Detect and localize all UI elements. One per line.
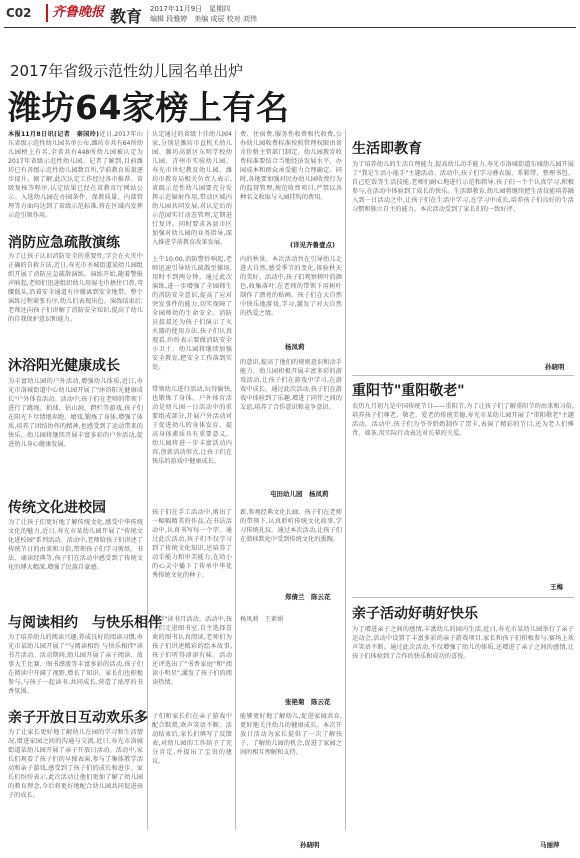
lead-text: 近日,2017年山东省级示范性幼儿园名单公布,潍坊市共有64所幼儿园榜上有名,全省共有448所幼儿园被认定为2017年省级示范性幼儿园。记者了解到,目前潍坊已有各级示范性幼儿园数百所,学前教育质量逐步提升。据了解,此次认定工作经过各市推荐、省级复核等程序,认定结果已经在省教育厅网站公示。入选幼儿园在办园条件、保教质量、内部管理等方面均达到了省级示范标准,将在区域内发挥示范引领作用。 bbox=[8, 131, 143, 219]
newspaper-logo: 齐鲁晚报 bbox=[46, 4, 106, 22]
column-divider bbox=[345, 130, 346, 830]
fees-article bbox=[240, 130, 342, 240]
autumn-byline: 杨凤莉 bbox=[285, 343, 305, 351]
open-day-feedback-text: 能够更好地了解幼儿,促进家园共育,更好地关注幼儿的健康成长。本次开放日活动为家长提供了一次了解孩子、了解幼儿园的机会,促进了家园之间的相互理解和支持。 bbox=[240, 713, 342, 756]
fire-byline-area-text: 杨凤莉 王素娟 bbox=[240, 616, 284, 623]
culture-visit-article bbox=[240, 508, 342, 590]
sunshine-continued-text: 带领幼儿进行活动,玩得愉快,也锻炼了身体。户外体育活动是幼儿园一日活动中的重要组成部分,开展户外活动对于促进幼儿的身体发育、提高身体素质具有重要意义。幼儿园将进一步丰富活动内容,创新活动形式,让孩子们在快乐的游戏中健康成长。 bbox=[152, 386, 232, 465]
double-ninth-byline: 王梅 bbox=[550, 583, 563, 591]
sunshine-article bbox=[8, 377, 143, 492]
open-day-continued-text: 子们和家长们在亲子游戏中配合默契,欢声笑语不断。活动结束后,家长们填写了反馈表,对幼儿园的工作给予了充分肯定,并提出了宝贵的建议。 bbox=[152, 713, 232, 765]
lead-dateline: 本报11月8日讯(记者 秦国玲) bbox=[8, 131, 99, 138]
culture-article bbox=[8, 518, 143, 610]
fees-note: (详见齐鲁壹点) bbox=[290, 241, 335, 249]
section-title-open-day: 亲子开放日互动欢乐多 bbox=[8, 710, 148, 726]
games-article bbox=[240, 358, 342, 483]
headline-title: 潍坊64家榜上有名 bbox=[8, 88, 290, 127]
masthead-rule bbox=[4, 27, 576, 28]
section-name: 教育 bbox=[110, 7, 143, 26]
reading-continued bbox=[152, 615, 232, 705]
open-day-continued bbox=[152, 712, 232, 852]
reading-byline: 张艳菊 陈云花 bbox=[285, 698, 331, 706]
open-day-feedback bbox=[240, 712, 342, 837]
games-text: 的意识,提高了他们的规则意识和动手能力。幼儿园积极开展丰富多彩的游戏活动,让孩子们在游戏中学习,在游戏中成长。通过此次活动,孩子们在游戏中体验到了乐趣,增进了同伴之间的友谊,培养了合作意识和竞争意识。 bbox=[240, 359, 342, 411]
section-divider bbox=[352, 375, 574, 376]
culture-continued-text: 孩子们在手工活动中,剪出了一幅幅精美的作品,在书法活动中,认真书写每一个字。通过此次活动,孩子们不仅学习到了传统文化知识,还培养了动手能力和审美能力,在幼小的心灵中播下了传承中华优秀传统文化的种子。 bbox=[152, 509, 232, 579]
culture-visit-text: 新,参观经典文化长廊。孩子们在老师的带领下,认真聆听传统文化故事,学习传统礼仪。通过本次活动,让孩子们在潜移默化中受到传统文化的熏陶。 bbox=[240, 509, 342, 543]
section-title-double-ninth: 重阳节"重阳敬老" bbox=[352, 383, 465, 399]
section-title-parent-child: 亲子活动好萌好快乐 bbox=[352, 606, 478, 622]
section-title-fire-drill: 消防应急疏散演练 bbox=[8, 235, 120, 251]
reading-article bbox=[8, 633, 143, 705]
section-title-culture: 传统文化进校园 bbox=[8, 500, 106, 516]
sunshine-text: 为丰富幼儿园的户外活动,增强幼儿体质,近日,寿光市洛城街道中心幼儿园开展了"沐浴阳光健康成长"户外体育活动。活动中,孩子们在老师的带领下进行了跳绳、拍球、钻山洞、跨栏等游戏,孩子们在阳光下尽情地奔跑、嬉戏,锻炼了身体,增强了体质,培养了团结协作的精神,也感受到了运动带来的快乐。幼儿园将继续开展丰富多彩的户外活动,促进幼儿身心健康发展。 bbox=[8, 378, 143, 448]
open-day-byline: 孙晓明 bbox=[300, 841, 320, 849]
life-education-text: 为了培养幼儿的生活自理能力,提高幼儿动手能力,寿光市洛城街道东城幼儿园开展了"我是生活小能手"主题活动。活动中,孩子们学习叠衣服、系鞋带、整理书包、自己吃饭等生活技能,老师们耐心地进行示范和指导,孩子们一个个认真学习,积极参与,在活动中体验到了成长的快乐。生活即教育,幼儿园将继续把生活技能培养融入到一日活动之中,让孩子们在生活中学习,在学习中成长,培养孩子们良好的生活习惯和独立自主的能力。本次活动受到了家长们的一致好评。 bbox=[352, 161, 574, 213]
culture-continued bbox=[152, 508, 232, 608]
section-title-reading: 与阅读相约 与快乐相伴 bbox=[8, 615, 162, 631]
section-divider bbox=[352, 597, 574, 598]
culture-text: 为了让孩子们更好地了解传统文化,感受中华传统文化的魅力,近日,寿光市某幼儿园开展了"传统文化进校园"系列活动。活动中,老师给孩子们讲述了传统节日的由来和习俗,带领孩子们学习剪纸、书法、诵读经典等,孩子们在活动中感受到了传统文化的博大精深,增强了民族自豪感。 bbox=[8, 519, 143, 571]
double-ninth-text: 农历九月初九是中国传统节日——重阳节,为了让孩子们了解重阳节的由来和习俗,培养孩子们尊老、敬老、爱老的传统美德,寿光市某幼儿园开展了"重阳敬老"主题活动。活动中,孩子们为爷爷奶奶制作了贺卡,表演了精彩的节目,还为老人们捶背、端茶,用实际行动表达对长辈的关爱。 bbox=[352, 403, 574, 437]
reading-text: 为了培养幼儿的阅读兴趣,养成良好的阅读习惯,寿光市某幼儿园开展了"与阅读相约 与快乐相伴"读书月活动。活动期间,幼儿园开展了亲子阅读、故事大王比赛、图书漂流等丰富多彩的活动,孩子们在阅读中开阔了视野,增长了知识。家长们也积极参与,与孩子一起读书,共同成长,营造了浓厚的书香氛围。 bbox=[8, 634, 143, 695]
fire-drill-continued bbox=[152, 255, 232, 383]
lead-continued-text: 认定通过的省级十佳幼儿园4家,分别是潍坊市直机关幼儿园、潍坊高新区东明学校幼儿园、青州市实验幼儿园、寿光市世纪教育幼儿园。潍坊市教育局相关负责人表示,省级示范性幼儿园要充分发挥示范辐射作用,带动区域内幼儿园共同发展,对认定后的示范园实行动态管理,定期进行复评。同时要求各县市区加强对幼儿园的业务指导,深入推进学前教育改革发展。 bbox=[152, 131, 232, 246]
parent-child-text: 为了增进亲子之间的感情,丰富幼儿的园内生活,近日,寿光市某幼儿园举行了亲子运动会,活动中设置了丰富多彩的亲子游戏项目,家长和孩子们积极参与,赛场上欢声笑语不断。通过此次活动,不仅增强了幼儿的体质,还增进了亲子之间的感情,让孩子们体验到了合作的快乐和成功的喜悦。 bbox=[352, 626, 574, 660]
sunshine-continued bbox=[152, 385, 232, 487]
life-education-article bbox=[352, 160, 574, 360]
editor-credits: 编辑 段雅婷 美编 成辰 校对 刘伟 bbox=[150, 15, 257, 23]
parent-child-article bbox=[352, 625, 574, 837]
open-day-article bbox=[8, 728, 143, 852]
lead-article-continued bbox=[152, 130, 232, 248]
autumn-article bbox=[240, 255, 342, 340]
lead-article bbox=[8, 130, 143, 230]
headline-subtitle: 2017年省级示范性幼儿园名单出炉 bbox=[10, 62, 244, 80]
page-number: C02 bbox=[6, 6, 32, 20]
parent-child-byline: 马丽萍 bbox=[540, 841, 560, 849]
double-ninth-article bbox=[352, 402, 574, 580]
autumn-text: 内的秋景。本次活动旨在引导幼儿走进大自然,感受季节的变化,体验秋天的美好。活动中,孩子们观察树叶的颜色,收集落叶,在老师的带领下用树叶制作了漂亮的贴画。孩子们在大自然中快乐地游戏,学习,激发了对大自然的热爱之情。 bbox=[240, 256, 342, 317]
fees-text: 费、住宿费,服务性收费和代收费,公办幼儿园收费标准按照管理权限由省市价格主管部门制定。幼儿园教育收费标准要结合当地经济发展水平、办园成本和群众承受能力合理确定。同时,各地要加强对民办幼儿园收费行为的监督管理,规范收费项目,严禁以各种名义收取与入园挂钩的费用。 bbox=[240, 131, 342, 201]
culture-byline: 郑倩兰 陈云花 bbox=[285, 593, 331, 601]
sunshine-byline: 屯田幼儿园 杨凤莉 bbox=[270, 490, 329, 498]
life-education-byline: 孙晓明 bbox=[545, 363, 565, 371]
fire-drill-continued-text: 上午10:00,消防警铃响起,老师迅速引导幼儿疏散至操场,用时不到两分钟。通过此次演练,进一步增强了全园师生的消防安全意识,提高了应对突发事件的能力,切实保障了全园师幼的生命安全。消防员叔叔还为孩子们演示了灭火器的使用方法,孩子们认真观看,纷纷表示要做消防安全小卫士。幼儿园将继续加强安全教育,把安全工作落到实处。 bbox=[152, 256, 232, 371]
open-day-text: 为了让家长更好地了解幼儿在园的学习和生活情况,增进家园之间的沟通与交流,近日,寿光市洛城街道某幼儿园开展了亲子开放日活动。活动中,家长们观看了孩子们的早操表演,参与了集体教学活动和亲子游戏,感受到了孩子们的成长和进步。家长们纷纷表示,此次活动让他们更加了解了幼儿园的教育理念,今后将更好地配合幼儿园共同促进孩子的成长。 bbox=[8, 729, 143, 799]
masthead bbox=[0, 0, 580, 30]
section-title-life-education: 生活即教育 bbox=[352, 141, 422, 157]
fire-byline-area bbox=[240, 615, 342, 693]
column-divider bbox=[235, 130, 236, 830]
reading-continued-text: 相伴"读书月活动。活动中,孩子们走进图书室,自主选择喜欢的图书认真阅读,老师们为孩子们讲述精彩的绘本故事,孩子们听得津津有味。活动还评选出了"书香家庭"和"阅读小明星",激发了孩子们的阅读热情。 bbox=[152, 616, 232, 686]
fire-drill-text: 为了让孩子认识消防安全的重要性,学会在火灾中正确的自救方法,近日,寿光市圣城街道某幼儿园组织开展了消防应急疏散演练。演练开始,随着警报声响起,老师们迅速组织幼儿用湿毛巾捂住口鼻,弯腰低头,沿着安全通道有序撤离到安全地带。整个演练过程紧张有序,幼儿们表现出色。演练结束后,老师还向孩子们讲解了消防安全知识,提高了幼儿的自我保护意识和能力。 bbox=[8, 253, 143, 323]
issue-date: 2017年11月9日 星期四 bbox=[150, 5, 231, 13]
fire-drill-article bbox=[8, 252, 143, 352]
section-title-sunshine: 沐浴阳光健康成长 bbox=[8, 358, 120, 374]
